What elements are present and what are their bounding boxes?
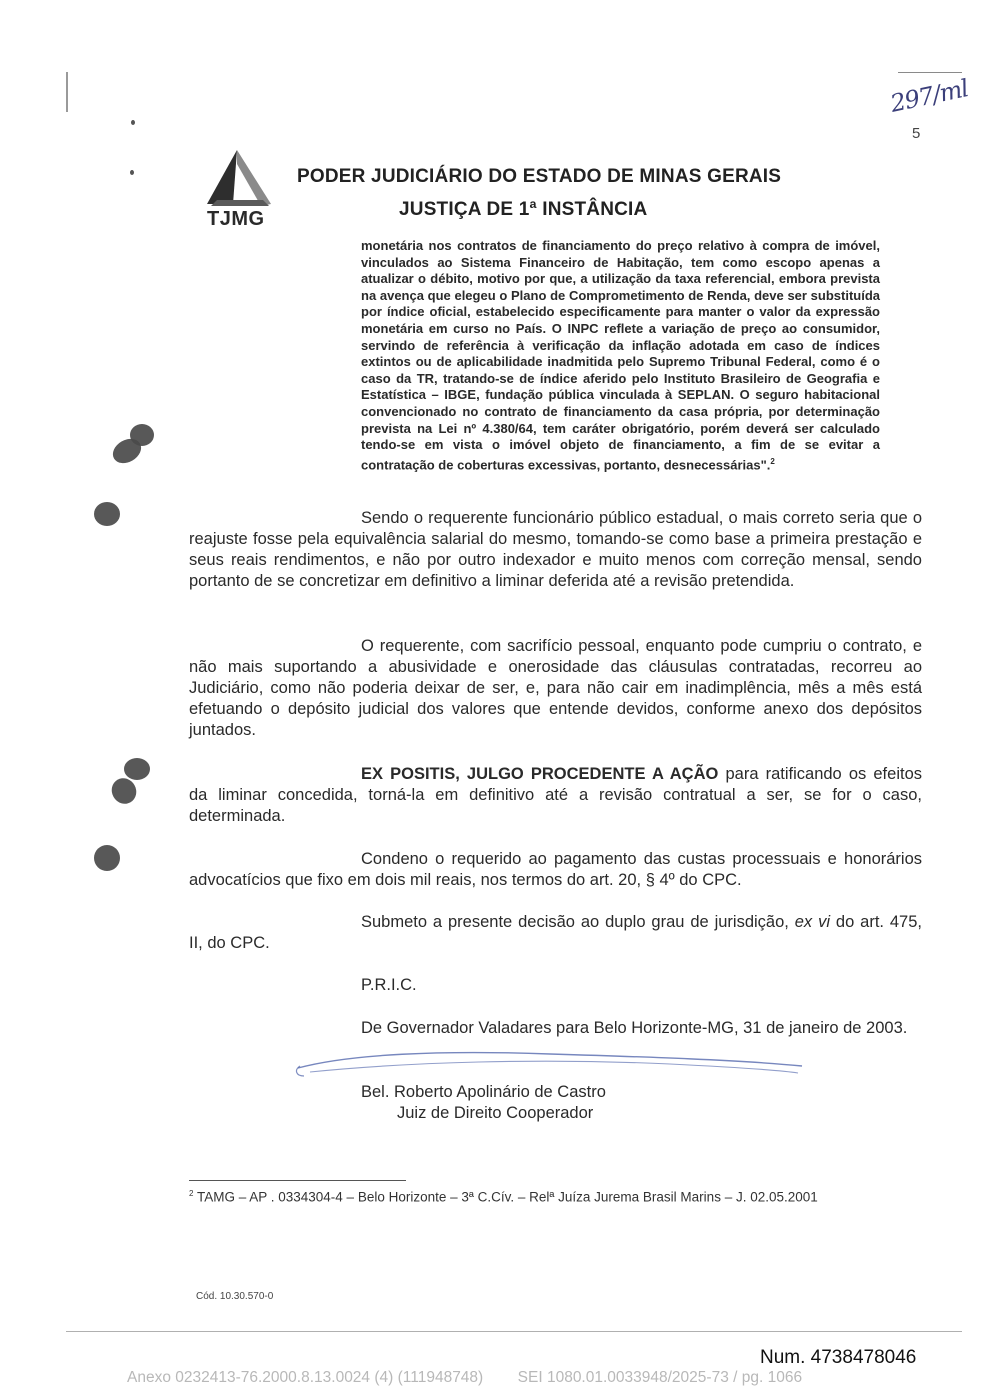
punch-hole (124, 758, 150, 780)
ruling-heading: EX POSITIS, JULGO PROCEDENTE A AÇÃO (361, 765, 719, 783)
paragraph-appeal (189, 912, 922, 954)
footnote-number: 2 (189, 1189, 194, 1198)
footnote (189, 1189, 818, 1205)
punch-hole (94, 502, 120, 526)
footnote-ref: 2 (770, 456, 775, 466)
paragraph-costs: Condeno o requerido ao pagamento das custas processuais e honorários advocatícios que fixo em dois mil reais, nos termos do art. 20, § 4º do CPC. (189, 850, 922, 889)
paragraph-2: O requerente, com sacrifício pessoal, enquanto pode cumpriu o contrato, e não mais suportando a abusividade e onerosidade das cláusulas contratadas, recorreu ao Judiciário, como não poderia deixar de ser, e, para não cair em inadimplência, mês a mês está efetuando o depósito judicial dos valores que entende devidos, conforme anexo dos depósitos juntados. (189, 637, 922, 739)
scan-edge-top (898, 72, 962, 73)
scan-edge-bottom (66, 1331, 962, 1332)
page-number: 5 (912, 125, 921, 142)
quoted-jurisprudence (361, 238, 880, 474)
footnote-text: TAMG – AP . 0334304-4 – Belo Horizonte – 3ª C.Cív. – Relª Juíza Jurema Brasil Marins – J. 02.05.2001 (196, 1189, 818, 1205)
document-number: Num. 4738478046 (760, 1347, 917, 1368)
place-date: De Governador Valadares para Belo Horizonte-MG, 31 de janeiro de 2003. (361, 1019, 908, 1037)
form-code: Cód. 10.30.570-0 (196, 1291, 274, 1302)
paragraph-1: Sendo o requerente funcionário público estadual, o mais correto seria que o reajuste fosse pela equivalência salarial do mesmo, tomando-se como base a primeira prestação e seus reais rendimentos, e não por outro indexador e muito menos com correção mensal, sendo portanto de se concretizar em definitivo a liminar deferida até a revisão pretendida. (189, 509, 922, 590)
scan-edge-left (66, 72, 68, 112)
court-title: PODER JUDICIÁRIO DO ESTADO DE MINAS GERAIS (297, 166, 782, 187)
sei-stamp: Anexo 0232413-76.2000.8.13.0024 (4) (111948748) SEI 1080.01.0033948/2025-73 / pg. 1066 (127, 1369, 803, 1386)
appeal-italic: ex vi (794, 913, 830, 931)
punch-hole (130, 424, 154, 446)
paragraph-ruling (189, 764, 922, 827)
logo-text: TJMG (207, 208, 265, 230)
scan-speck (131, 120, 135, 125)
punch-hole (94, 845, 120, 871)
judge-name: Bel. Roberto Apolinário de Castro (361, 1083, 606, 1101)
pric-line: P.R.I.C. (361, 976, 417, 994)
scan-speck (130, 170, 134, 175)
footnote-rule (189, 1180, 406, 1181)
ruling-text: para ratificando os efeitos da liminar concedida, torná-la em definitivo até a revisão contratual a ser, se for o caso, determinada. (189, 765, 922, 825)
court-subtitle: JUSTIÇA DE 1ª INSTÂNCIA (399, 199, 648, 220)
appeal-text-b: do art. 475, II, do CPC. (189, 913, 922, 952)
appeal-text-a: Submeto a presente decisão ao duplo grau de jurisdição, (361, 913, 795, 931)
handwritten-folio: 297/ml (887, 74, 971, 118)
judge-role: Juiz de Direito Cooperador (397, 1104, 594, 1122)
quote-text: monetária nos contratos de financiamento do preço relativo à compra de imóvel, vinculados ao Sistema Financeiro de Habitação, tem como escopo apenas a atualizar o débito, motivo por que, a utilização da taxa referencial, embora prevista na avença que elegeu o Plano de Comprometimento de Renda, deve ser substituída por índice oficial, estabelecido especificamente para manter o valor da expressão monetária em curso no País. O INPC reflete a variação de preço ao consumidor, servindo de referência à verificação da inflação adotada em caso de índices extintos ou de aplicabilidade inadmitida pelo Supremo Tribunal Federal, como é o caso da TR, tratando-se de índice aferido pelo Instituto Brasileiro de Geografia e Estatística – IBGE, fundação pública vinculada à SEPLAN. O seguro habitacional convencionado no contrato de financiamento da casa própria, por determinação prevista na Lei nº 4.380/64, tem caráter obrigatório, porém deverá ser calculado tendo-se em vista o imóvel objeto de financiamento, a fim de se evitar a contratação de coberturas excessivas, portanto, desnecessárias". (361, 238, 880, 473)
